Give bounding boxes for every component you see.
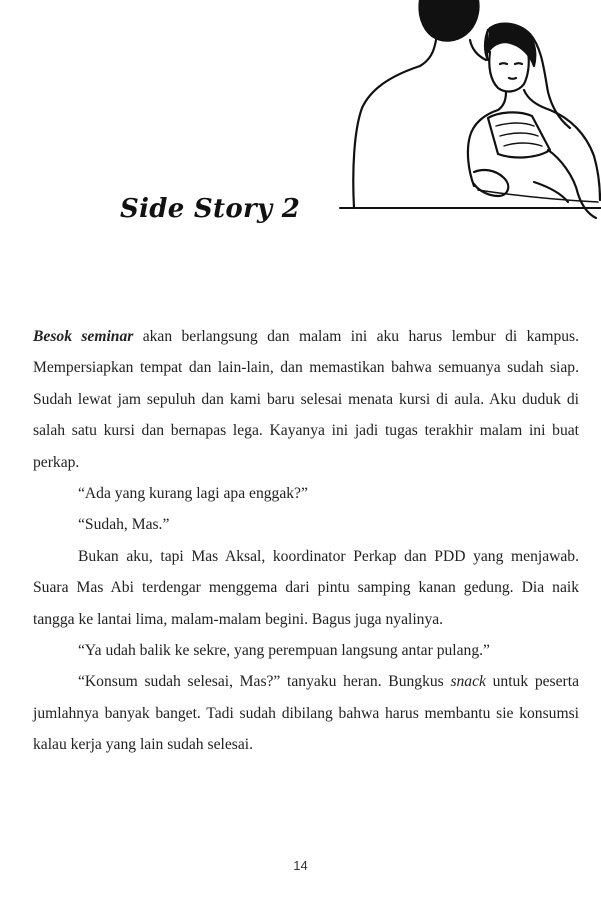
body-text	[33, 321, 579, 761]
paragraph: “Sudah, Mas.”	[78, 516, 170, 534]
couple-illustration	[338, 0, 601, 230]
paragraph	[33, 666, 579, 760]
chapter-title: Side Story 2	[120, 194, 301, 224]
italic-word: snack	[450, 673, 486, 691]
paragraph: “Ada yang kurang lagi apa enggak?”	[78, 485, 308, 503]
paragraph-text: untuk peserta jumlahnya banyak banget. Tadi sudah dibilang bahwa harus membantu sie konsumsi kalau kerja yang lain sudah selesai.	[33, 673, 579, 754]
paragraph-text: “Konsum sudah selesai, Mas?” tanyaku heran. Bungkus	[78, 673, 451, 691]
paragraph: “Ya udah balik ke sekre, yang perempuan langsung antar pulang.”	[78, 642, 490, 660]
paragraph	[33, 321, 579, 478]
lead-phrase: Besok seminar	[33, 328, 134, 345]
paragraph: Bukan aku, tapi Mas Aksal, koordinator Perkap dan PDD yang menjawab. Suara Mas Abi terdengar menggema dari pintu samping kanan gedung. Dia naik tangga ke lantai lima, malam-malam begini. Bagus juga nyalinya.	[33, 547, 579, 628]
page-number: 14	[293, 858, 308, 873]
paragraph-text: akan berlangsung dan malam ini aku harus lembur di kampus. Mempersiapkan tempat dan lain-lain, dan memastikan bahwa semuanya sudah siap. Sudah lewat jam sepuluh dan kami baru selesai menata kursi di aula. Aku duduk di salah satu kursi dan bernapas lega. Kayanya ini jadi tugas terakhir malam ini buat perkap.	[33, 328, 580, 471]
